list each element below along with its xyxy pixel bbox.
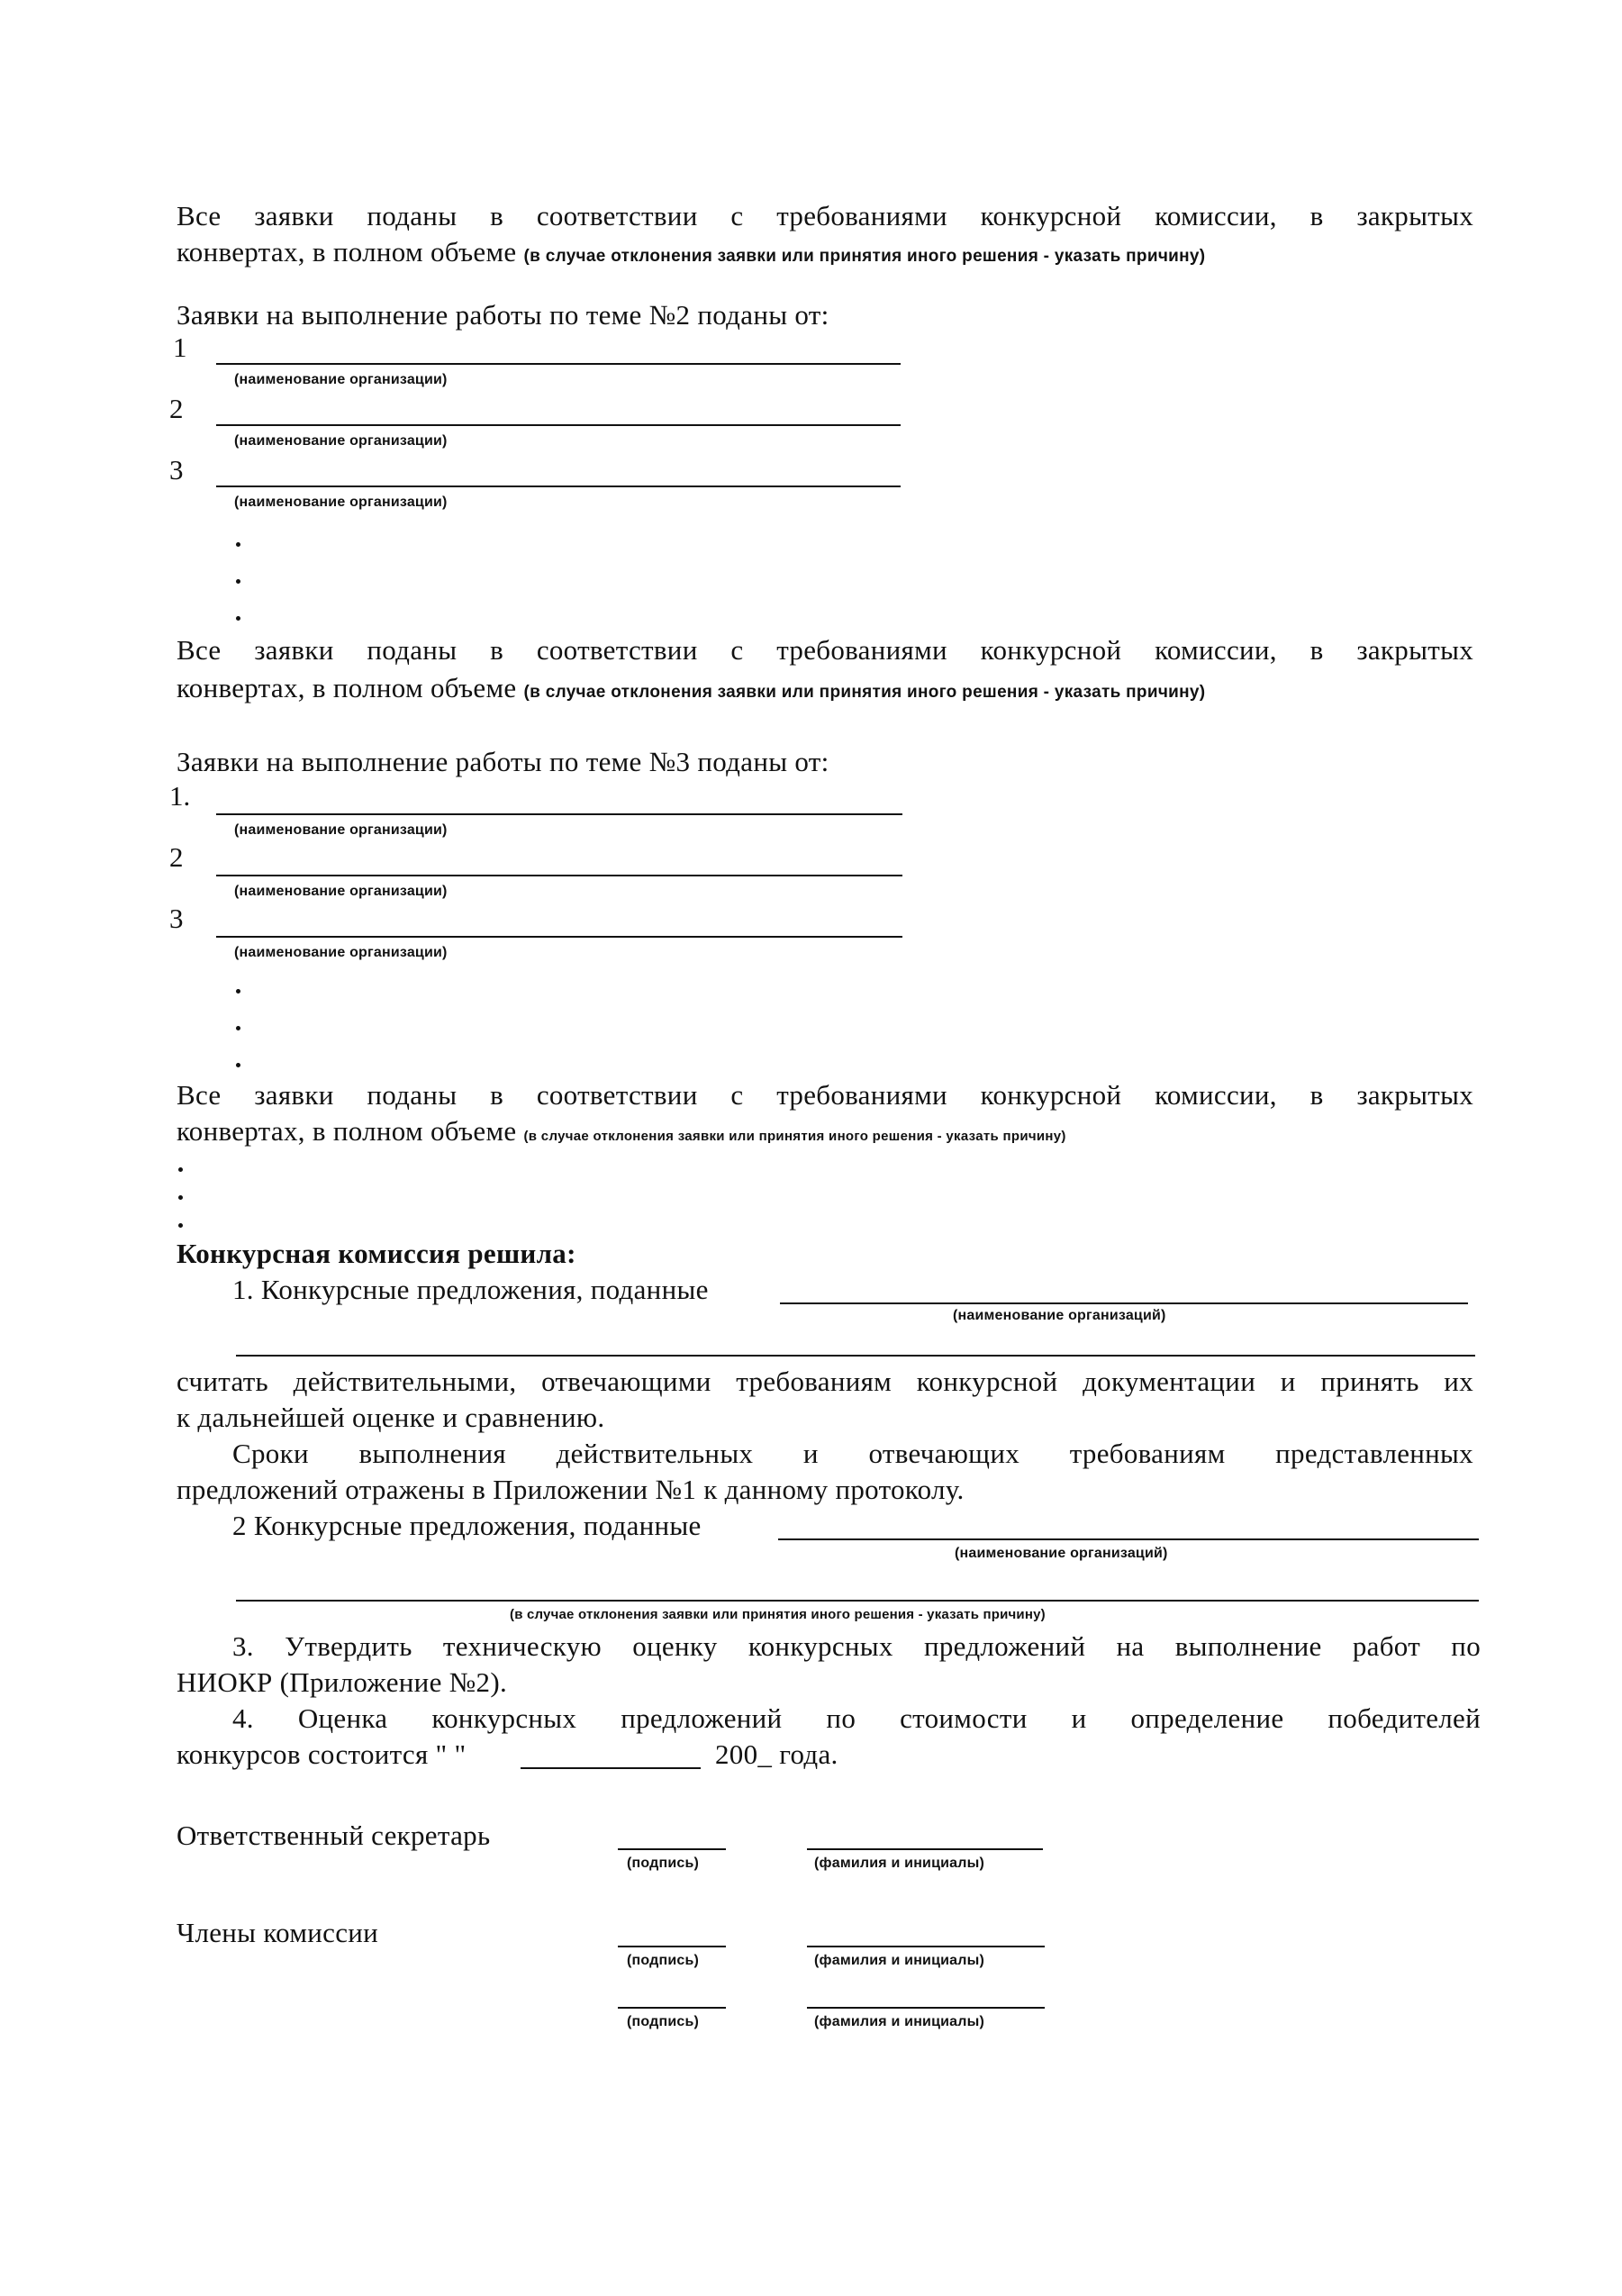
decision-item1-label: 1. Конкурсные предложения, поданные (232, 1274, 709, 1305)
decision-item3-line2: НИОКР (Приложение №2). (177, 1666, 508, 1698)
ellipsis-dot (236, 1026, 240, 1030)
section3-para-line2-main: конвертах, в полном объеме (177, 1115, 517, 1147)
secretary-name-caption: (фамилия и инициалы) (814, 1856, 985, 1871)
section2-item-1-caption: (наименование организации) (234, 372, 448, 387)
section3-para-line2 (177, 1112, 1066, 1157)
section2-item-2-number: 2 (169, 393, 184, 424)
decision-item4-line2-start: конкурсов состоится " " (177, 1738, 467, 1770)
ellipsis-dot (236, 616, 240, 621)
section1-para-line2 (177, 232, 1205, 277)
ellipsis-dot (178, 1195, 183, 1200)
decision-terms-line2: предложений отражены в Приложении №1 к данному протоколу. (177, 1474, 965, 1505)
decision-item1-text-line2: к дальнейшей оценке и сравнению. (177, 1402, 605, 1433)
section1-para-line2-main: конвертах, в полном объеме (177, 236, 517, 268)
member2-sign-caption: (подпись) (627, 2014, 700, 2029)
section2-item-1-number: 1 (173, 331, 187, 363)
section2-item-2-caption: (наименование организации) (234, 433, 448, 449)
ellipsis-dot (236, 1063, 240, 1067)
section2-item-3-caption: (наименование организации) (234, 495, 448, 510)
section3-item-3-caption: (наименование организации) (234, 945, 448, 960)
secretary-label: Ответственный секретарь (177, 1820, 491, 1851)
decision-terms-line1: Сроки выполнения действительных и отвечающих требованиям представленных (232, 1438, 1473, 1469)
decision-item3-line1: 3. Утвердить техническую оценку конкурсных предложений на выполнение работ по (232, 1630, 1481, 1662)
member2-name-line (807, 2007, 1045, 2009)
decision-item1-blank-line-2 (236, 1355, 1475, 1357)
section1-para-line1: Все заявки поданы в соответствии с требованиями конкурсной комиссии, в закрытых (177, 200, 1473, 231)
ellipsis-dot (236, 542, 240, 547)
section2-para-line2-note: (в случае отклонения заявки или принятия иного решения - указать причину) (523, 683, 1206, 702)
section3-item-2-caption: (наименование организации) (234, 884, 448, 899)
section3-item-3-number: 3 (169, 903, 184, 934)
section3-item-1-number: 1. (169, 780, 191, 812)
section2-heading: Заявки на выполнение работы по теме №2 поданы от: (177, 299, 829, 331)
ellipsis-dot (178, 1167, 183, 1172)
members-label: Члены комиссии (177, 1917, 379, 1948)
decision-item4-line2-year: 200_ года. (715, 1738, 838, 1770)
decision-item2-blank-line (778, 1538, 1479, 1540)
section3-item-1-caption: (наименование организации) (234, 822, 448, 838)
section3-heading: Заявки на выполнение работы по теме №3 поданы от: (177, 746, 829, 777)
member2-name-caption: (фамилия и инициалы) (814, 2014, 985, 2029)
member1-sign-line (618, 1946, 726, 1947)
section2-para-line2-main: конвертах, в полном объеме (177, 672, 517, 703)
section3-item-2-blank-line (216, 875, 902, 876)
member1-sign-caption: (подпись) (627, 1953, 700, 1968)
section3-para-line2-note: (в случае отклонения заявки или принятия иного решения - указать причину) (523, 1129, 1066, 1144)
date-blank-line (521, 1767, 701, 1769)
section3-item-2-number: 2 (169, 841, 184, 873)
decision-item1-blank-line (780, 1302, 1468, 1304)
secretary-sign-line (618, 1848, 726, 1850)
section3-para-line1: Все заявки поданы в соответствии с требованиями конкурсной комиссии, в закрытых (177, 1079, 1473, 1111)
decision-item1-text-line1: считать действительными, отвечающими требованиям конкурсной документации и принять их (177, 1366, 1473, 1397)
section3-item-1-blank-line (216, 813, 902, 815)
member1-name-line (807, 1946, 1045, 1947)
section2-para-line2 (177, 668, 1205, 712)
member1-name-caption: (фамилия и инициалы) (814, 1953, 985, 1968)
member2-sign-line (618, 2007, 726, 2009)
secretary-name-line (807, 1848, 1043, 1850)
decision-item2-blank-line-2 (236, 1600, 1479, 1602)
decision-heading: Конкурсная комиссия решила: (177, 1238, 576, 1269)
secretary-sign-caption: (подпись) (627, 1856, 700, 1871)
section2-item-1-blank-line (216, 363, 901, 365)
ellipsis-dot (236, 579, 240, 584)
section3-item-3-blank-line (216, 936, 902, 938)
decision-item4-line1: 4. Оценка конкурсных предложений по стоимости и определение победителей (232, 1702, 1481, 1734)
decision-item2-label: 2 Конкурсные предложения, поданные (232, 1510, 702, 1541)
decision-item2-caption: (наименование организаций) (955, 1546, 1168, 1561)
decision-item1-caption: (наименование организаций) (953, 1308, 1166, 1323)
section2-item-3-blank-line (216, 486, 901, 487)
section1-para-line2-note: (в случае отклонения заявки или принятия иного решения - указать причину) (523, 247, 1206, 266)
section2-para-line1: Все заявки поданы в соответствии с требованиями конкурсной комиссии, в закрытых (177, 634, 1473, 666)
ellipsis-dot (178, 1223, 183, 1228)
ellipsis-dot (236, 989, 240, 994)
section2-item-2-blank-line (216, 424, 901, 426)
section2-item-3-number: 3 (169, 454, 184, 486)
decision-item2-note: (в случае отклонения заявки или принятия иного решения - указать причину) (510, 1607, 1046, 1622)
